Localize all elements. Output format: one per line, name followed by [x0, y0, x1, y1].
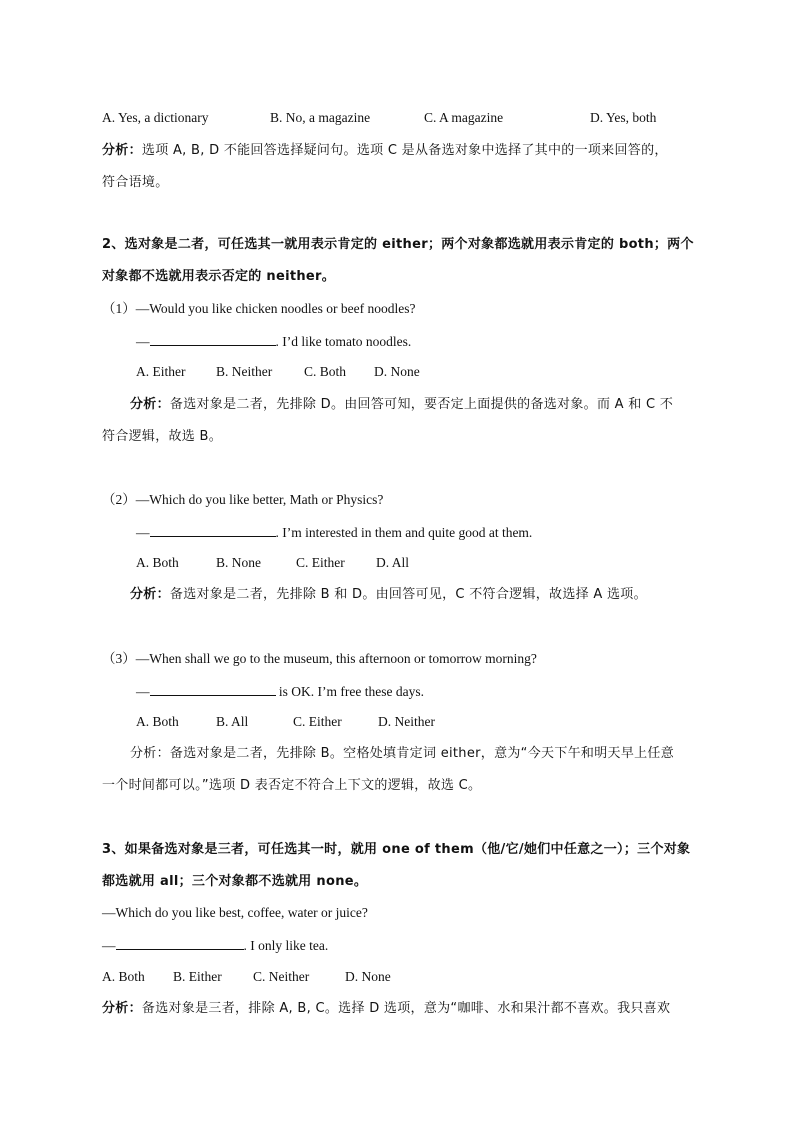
q1-option-c: C. A magazine [424, 110, 504, 125]
s3-answer-suffix: . I only like tea. [243, 938, 329, 953]
s3-analysis-text1: 备选对象是三者，排除 A, B, C。选择 D 选项，意为“咖啡、水和果汁都不喜欢。我只喜欢 [141, 1001, 671, 1016]
s2-item2-option-a: A. Both [136, 555, 179, 570]
s3-blank[interactable] [116, 935, 244, 950]
s2-item2-question: （2）—Which do you like better, Math or Physics? [102, 492, 384, 507]
s3-analysis-line1 [102, 999, 670, 1019]
s2-item2-answer-prefix: — [136, 525, 150, 540]
s2-item2-answer [136, 522, 532, 543]
s3-answer-prefix: — [102, 938, 116, 953]
s2-item3-answer-prefix: — [136, 684, 150, 699]
section2-heading-line1: 2、选对象是二者，可任选其一就用表示肯定的 either；两个对象都选就用表示肯定的 both；两个 [102, 237, 694, 252]
s2-item1-option-d: D. None [374, 364, 420, 379]
s2-item2-blank[interactable] [150, 522, 276, 537]
s2-item3-analysis-line2: 一个时间都可以。”选项 D 表否定不符合上下文的逻辑，故选 C。 [102, 778, 482, 793]
s3-option-c: C. Neither [253, 969, 310, 984]
q1-analysis-label: 分析： [102, 143, 142, 158]
q1-option-b: B. No, a magazine [270, 110, 371, 125]
s2-item1-option-c: C. Both [304, 364, 347, 379]
s2-item1-question: （1）—Would you like chicken noodles or beef noodles? [102, 301, 416, 316]
s2-item3-analysis-line1 [130, 744, 674, 764]
section3-heading-line1: 3、如果备选对象是三者，可任选其一时，就用 one of them（他/它/她们中任意之一）；三个对象 [102, 842, 691, 857]
q1-analysis-line1 [102, 141, 668, 161]
s2-item1-analysis-text1: 备选对象是二者，先排除 D。由回答可知，要否定上面提供的备选对象。而 A 和 C 不 [169, 397, 674, 412]
s2-item2-analysis-line1 [130, 585, 647, 605]
s2-item1-analysis-line2: 符合逻辑，故选 B。 [102, 429, 223, 444]
section3-heading-line2: 都选就用 all；三个对象都不选就用 none。 [102, 874, 368, 889]
s2-item2-analysis-label: 分析： [130, 587, 170, 602]
s2-item1-answer-suffix: . I’d like tomato noodles. [275, 334, 412, 349]
q1-option-d: D. Yes, both [590, 110, 657, 125]
s2-item3-question: （3）—When shall we go to the museum, this afternoon or tomorrow morning? [102, 651, 537, 666]
s2-item1-option-b: B. Neither [216, 364, 273, 379]
s3-answer [102, 935, 328, 956]
q1-analysis-line2: 符合语境。 [102, 175, 169, 190]
s3-option-a: A. Both [102, 969, 145, 984]
q1-option-a: A. Yes, a dictionary [102, 110, 209, 125]
s3-option-b: B. Either [173, 969, 222, 984]
s2-item3-option-a: A. Both [136, 714, 179, 729]
section2-heading-line2: 对象都不选就用表示否定的 neither。 [102, 269, 336, 284]
s2-item1-answer-prefix: — [136, 334, 150, 349]
s2-item1-option-a: A. Either [136, 364, 186, 379]
q1-analysis-text1: 选项 A, B, D 不能回答选择疑问句。选项 C 是从备选对象中选择了其中的一项来回答的， [141, 143, 668, 158]
s2-item1-answer [136, 331, 411, 352]
s2-item3-answer-suffix: is OK. I’m free these days. [275, 684, 424, 699]
s2-item1-analysis-label: 分析： [130, 397, 170, 412]
s2-item1-analysis-line1 [130, 395, 673, 415]
s2-item2-option-c: C. Either [296, 555, 345, 570]
s2-item1-blank[interactable] [150, 331, 276, 346]
s2-item3-analysis-label: 分析： [130, 746, 170, 761]
s3-option-d: D. None [345, 969, 391, 984]
s3-question: —Which do you like best, coffee, water or juice? [102, 905, 368, 920]
s2-item3-analysis-text1: 备选对象是二者，先排除 B。空格处填肯定词 either，意为“今天下午和明天早上任意 [169, 746, 675, 761]
s2-item3-option-d: D. Neither [378, 714, 435, 729]
s3-analysis-label: 分析： [102, 1001, 142, 1016]
s2-item3-option-b: B. All [216, 714, 249, 729]
s2-item2-option-b: B. None [216, 555, 261, 570]
s2-item2-option-d: D. All [376, 555, 410, 570]
s2-item3-answer [136, 681, 424, 702]
s2-item3-option-c: C. Either [293, 714, 342, 729]
s2-item3-blank[interactable] [150, 681, 276, 696]
s2-item2-answer-suffix: . I’m interested in them and quite good at them. [275, 525, 533, 540]
s2-item2-analysis-text1: 备选对象是二者，先排除 B 和 D。由回答可见，C 不符合逻辑，故选择 A 选项。 [169, 587, 647, 602]
